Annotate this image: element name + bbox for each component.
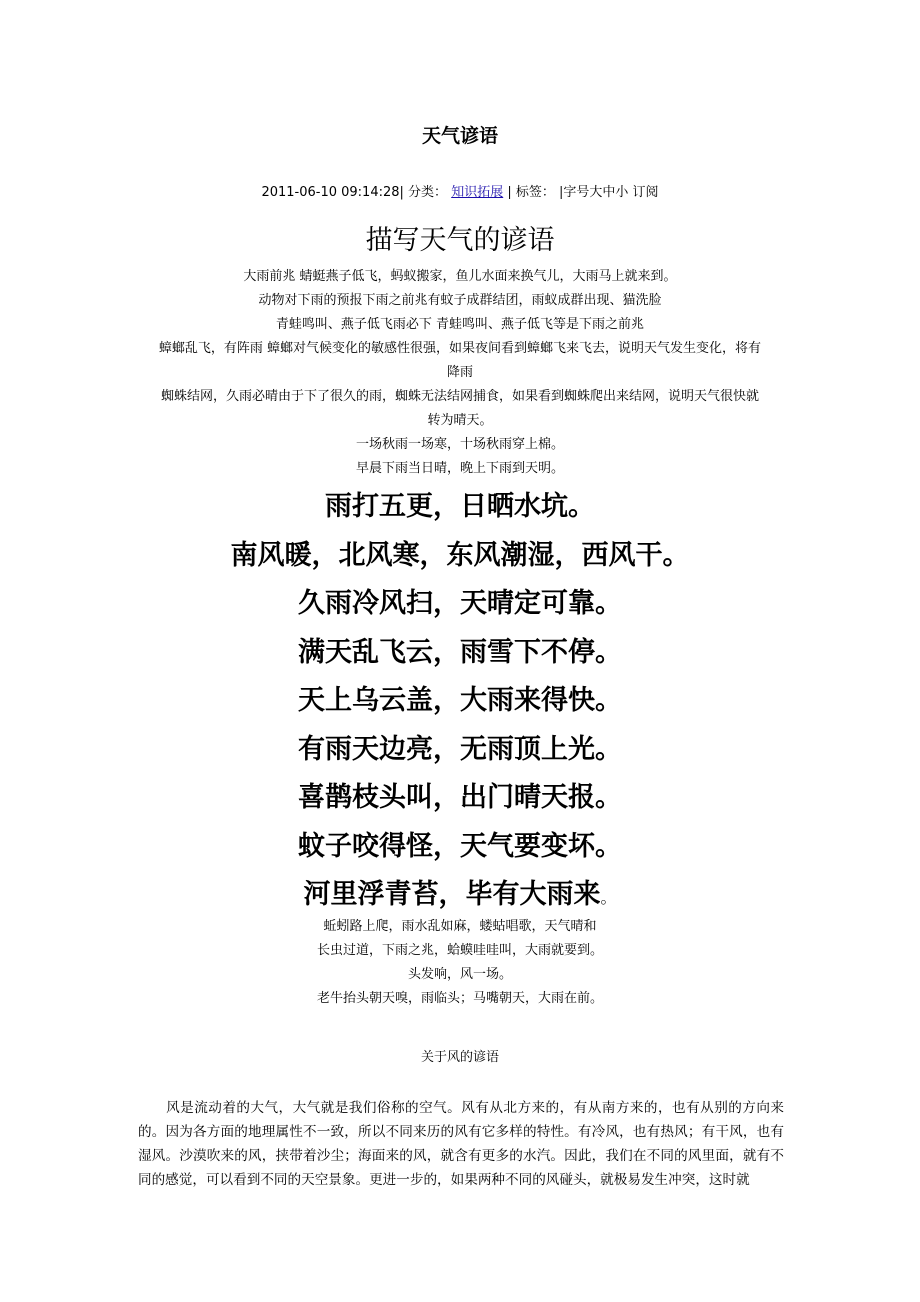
page-title: 天气谚语 — [421, 125, 498, 147]
proverb-line: 头发响，风一场。 — [407, 967, 512, 982]
big-proverb-line: 天上乌云盖，大雨来得快。 — [298, 685, 622, 716]
proverb-line: 蟑螂乱飞，有阵雨 蟑螂对气候变化的敏感性很强，如果夜间看到蟑螂飞来飞去，说明天气发生变化，将有 — [158, 341, 762, 356]
proverb-list-small-1 — [130, 265, 790, 481]
big-proverb-line: 喜鹊枝头叫，出门晴天报。 — [298, 782, 622, 813]
proverb-list-large — [0, 483, 920, 923]
big-proverb-line: 蚊子咬得怪，天气要变坏。 — [298, 830, 622, 862]
wind-paragraph: 风是流动着的大气，大气就是我们俗称的空气。风有从北方来的，有从南方来的，也有从别的方向来的。因为各方面的地理属性不一致，所以不同来历的风有它多样的特性。有冷风，也有热风；有干风，也有湿风。沙漠吹来的风，挟带着沙尘；海面来的风，就含有更多的水汽。因此，我们在不同的风里面，就有不同的感觉，可以看到不同的天空景象。更进一步的，如果两种不同的风碰头，就极易发生冲突，这时就 — [138, 1100, 784, 1188]
section-title-wind: 关于风的谚语 — [420, 1050, 499, 1065]
meta-separator: | — [507, 185, 512, 200]
proverb-line: 老牛抬头朝天嗅，雨临头；马嘴朝天，大雨在前。 — [316, 991, 603, 1006]
proverb-line: 长虫过道，下雨之兆，蛤蟆哇哇叫，大雨就要到。 — [316, 943, 603, 958]
article-subtitle: 描写天气的谚语 — [365, 225, 555, 256]
category-link[interactable]: 知识拓展 — [451, 185, 504, 200]
proverb-line: 一场秋雨一场寒，十场秋雨穿上棉。 — [355, 437, 564, 452]
big-proverb-line: 满天乱飞云，雨雪下不停。 — [298, 636, 622, 668]
category-label: 分类： — [408, 185, 448, 200]
post-datetime: 2011-06-10 09:14:28| — [261, 185, 404, 200]
big-proverb-line: 南风暖，北风寒，东风潮湿，西风干。 — [230, 539, 690, 571]
tags-label: 标签： — [515, 185, 555, 200]
proverb-line: 早晨下雨当日晴，晚上下雨到天明。 — [355, 461, 564, 476]
proverb-line: 蜘蛛结网，久雨必晴由于下了很久的雨，蜘蛛无法结网捕食，如果看到蜘蛛爬出来结网，说明天气很快就 — [160, 389, 759, 404]
proverb-line: 动物对下雨的预报下雨之前兆有蚊子成群结团，雨蚁成群出现、猫洗脸 — [258, 293, 662, 308]
proverb-line: 蚯蚓路上爬，雨水乱如麻，蝼蛄唱歌，天气晴和 — [323, 919, 597, 934]
proverb-list-small-2 — [130, 915, 790, 1011]
proverb-line: 青蛙鸣叫、燕子低飞雨必下 青蛙鸣叫、燕子低飞等是下雨之前兆 — [275, 317, 645, 332]
proverb-line: 转为晴天。 — [427, 413, 493, 428]
big-proverb-period: 。 — [600, 888, 617, 907]
big-proverb-line: 久雨冷风扫，天晴定可靠。 — [298, 588, 622, 619]
big-proverb-line: 雨打五更，日晒水坑。 — [325, 491, 595, 522]
big-proverb-text: 河里浮青苔，毕有大雨来 — [303, 879, 601, 910]
big-proverb-line: 有雨天边亮，无雨顶上光。 — [298, 733, 622, 765]
proverb-line: 降雨 — [446, 365, 473, 380]
font-size-subscribe[interactable]: |字号大中小 订阅 — [559, 185, 659, 200]
post-meta — [0, 183, 920, 203]
proverb-line: 大雨前兆 蜻蜓燕子低飞，蚂蚁搬家，鱼儿水面来换气儿，大雨马上就来到。 — [243, 269, 677, 284]
